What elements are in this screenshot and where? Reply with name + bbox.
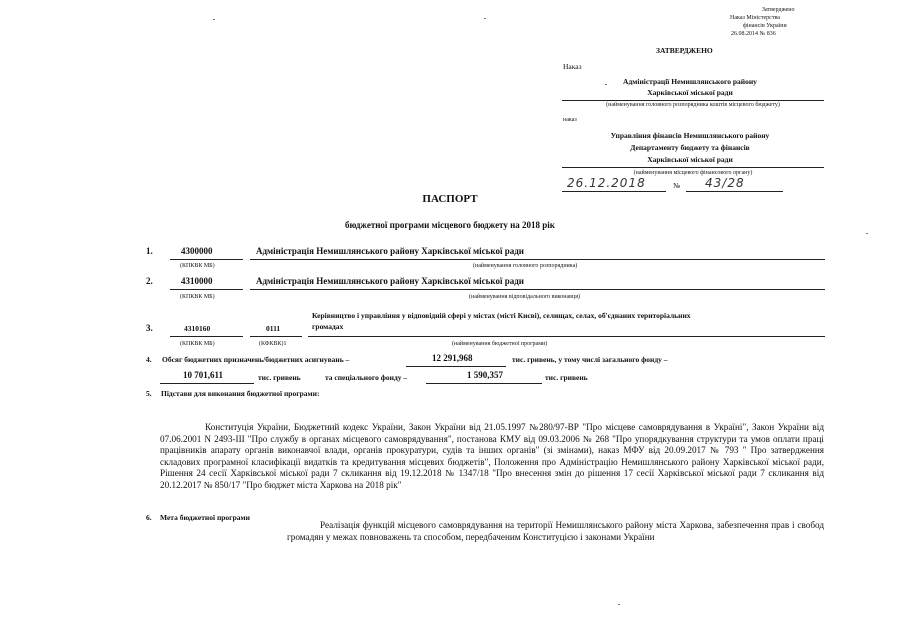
approval-note-line3: фінансів України	[743, 23, 787, 29]
row6-label: Мета бюджетної програми	[160, 513, 250, 522]
row6-text: Реалізація функцій місцевого самоврядування на території Немишлянського району міста Харкова, забезпечення прав і свобод громадян у межах повноважень та способом, передбаченим Конституцією і законами України	[287, 520, 824, 542]
row4-general: 10 701,611	[183, 370, 224, 380]
row4-number: 4.	[146, 355, 152, 364]
passport-title: ПАСПОРТ	[422, 193, 478, 205]
connector-label: наказ	[563, 117, 577, 123]
row3-caption-code: (КПКВК МБ)	[180, 341, 215, 347]
handwritten-date: 26.12.2018	[567, 176, 646, 190]
row3-name-line1: Керівництво і управління у відповідній сфері у містах (місті Києві), селищах, селах, об'єднаних територіальних	[312, 311, 691, 320]
row4-special-unit: тис. гривень	[545, 373, 588, 382]
row2-number: 2.	[146, 276, 153, 286]
row3-name-line2: громадах	[312, 322, 344, 331]
order-label: Наказ	[563, 62, 582, 71]
row5-text: Конституція України, Бюджетний кодекс України, Закон України від 21.05.1997 №280/97-ВР "Про місцеве самоврядування в Україні", Закон України від 07.06.2001 N 2493-III "Про службу в органах місцевого самоврядування", постанова КМУ від 09.03.2006 № 268 "Про упорядкування структури та умов оплати праці працівників апарату органів виконавчої влади, органів прокуратури, судів та інших органів" (зі змінами), наказ МФУ від 20.09.2017 № 793 " Про затвердження складових програмної класифікації видатків та кредитування місцевих бюджетів", Положення про Адміністрацію Немишлянського району Харківської міської ради, Рішення 24 сесії Харківської міської ради 7 скликання від 19.12.2018 № 1347/18 "Про внесення змін до рішення 17 сесії Харківської міської ради 7 скликання від 20.12.2017 № 850/17 "Про бюджет міста Харкова на 2018 рік"	[160, 422, 824, 490]
row4-special-label: та спеціального фонду –	[325, 373, 408, 382]
row4-special: 1 590,357	[467, 370, 503, 380]
row1-caption-code: (КПКВК МБ)	[180, 263, 215, 269]
row3-number: 3.	[146, 323, 153, 333]
row1-number: 1.	[146, 246, 153, 256]
row4-general-unit: тис. гривень	[258, 373, 301, 382]
row5-number: 5.	[146, 389, 152, 398]
row3-code: 4310160	[184, 324, 211, 333]
org2-line3: Харківської міської ради	[647, 155, 733, 164]
row4-label: Обсяг бюджетних призначень/бюджетних асигнувань –	[162, 355, 350, 364]
org1-line1: Адміністрації Немишлянського району	[623, 77, 757, 86]
approval-note-line1: Затверджено	[762, 7, 795, 13]
row2-name: Адміністрація Немишлянського району Харківської міської ради	[256, 276, 524, 286]
org2-line2: Департаменту бюджету та фінансів	[630, 143, 750, 152]
number-sign: №	[673, 181, 681, 190]
approval-note-line4: 26.08.2014 № 836	[731, 31, 776, 37]
row5-label: Підстави для виконання бюджетної програми:	[161, 389, 320, 398]
org1-line2: Харківської міської ради	[647, 88, 733, 97]
org2-line1: Управління фінансів Немишлянського району	[610, 131, 770, 140]
row2-code: 4310000	[181, 276, 213, 286]
row2-caption-name: (найменування відповідального виконавця)	[469, 294, 580, 300]
org1-caption: (найменування головного розпорядника коштів місцевого бюджету)	[606, 102, 780, 108]
approved-title: ЗАТВЕРДЖЕНО	[656, 46, 713, 55]
row4-after-total: тис. гривень, у тому числі загального фонду –	[512, 355, 668, 364]
row3-caption-name: (найменування бюджетної програми)	[452, 341, 548, 347]
row1-caption-name: (найменування головного розпорядника)	[473, 263, 578, 269]
row6-number: 6.	[146, 513, 152, 522]
row1-code: 4300000	[181, 246, 213, 256]
row3-caption-kfkvk: (КФКВК)1	[259, 341, 287, 347]
row1-name: Адміністрація Немишлянського району Харківської міської ради	[256, 246, 524, 256]
passport-subtitle: бюджетної програми місцевого бюджету на 2018 рік	[345, 220, 555, 230]
row2-caption-code: (КПКВК МБ)	[180, 294, 215, 300]
handwritten-number: 43/28	[705, 176, 745, 190]
row3-kfkvk: 0111	[266, 324, 281, 333]
approval-note-line2: Наказ Міністерства	[730, 15, 780, 21]
row4-total: 12 291,968	[432, 353, 473, 363]
org2-caption: (найменування місцевого фінансового органу)	[633, 170, 753, 176]
